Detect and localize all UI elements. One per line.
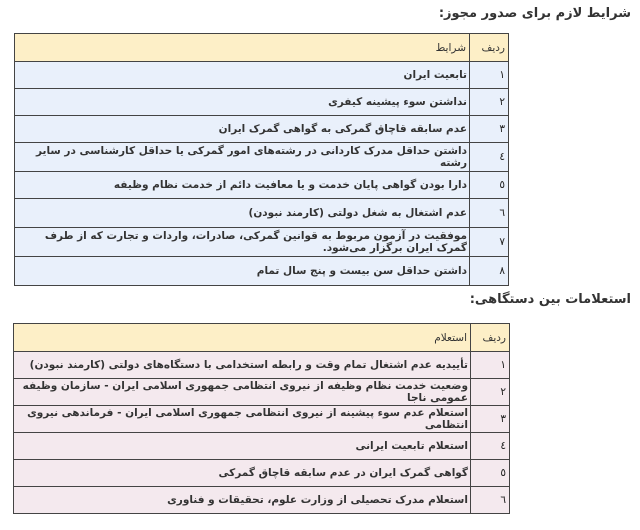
column-header-requirement: شرایط [15, 34, 470, 62]
inquiries-table [13, 323, 510, 514]
requirement-text: تابعیت ایران [15, 62, 470, 89]
inquiry-text: استعلام تابعیت ایرانی [14, 433, 471, 460]
requirements-section-title: شرایط لازم برای صدور مجوز: [438, 6, 631, 21]
row-number: ٥ [471, 460, 510, 487]
row-number: ۱ [471, 352, 510, 379]
table-row [15, 143, 509, 172]
requirement-text: نداشتن سوء پیشینه کیفری [15, 89, 470, 116]
inquiry-text: گواهی گمرک ایران در عدم سابقه قاچاق گمرکی [14, 460, 471, 487]
table-row [14, 460, 510, 487]
table-row [15, 199, 509, 228]
row-number: ٤ [470, 143, 509, 172]
column-header-number: ردیف [470, 34, 509, 62]
inquiry-text: استعلام مدرک تحصیلی از وزارت علوم، تحقیقات و فناوری [14, 487, 471, 514]
row-number: ۱ [470, 62, 509, 89]
table-header-row [14, 324, 510, 352]
table-row [14, 406, 510, 433]
row-number: ٤ [471, 433, 510, 460]
table-row [14, 379, 510, 406]
requirement-text: داشتن حداقل سن بیست و پنج سال تمام [15, 257, 470, 286]
row-number: ۲ [471, 379, 510, 406]
row-number: ۳ [471, 406, 510, 433]
table-row [15, 172, 509, 199]
inquiry-text: وضعیت خدمت نظام وظیفه از نیروی انتظامی جمهوری اسلامی ایران - سازمان وظیفه عمومی ناجا [14, 379, 471, 406]
column-header-inquiry: استعلام [14, 324, 471, 352]
inquiry-text: استعلام عدم سوء پیشینه از نیروی انتظامی جمهوری اسلامی ایران - فرماندهی نیروی انتظامی [14, 406, 471, 433]
table-row [14, 433, 510, 460]
table-row [15, 257, 509, 286]
requirements-table [14, 33, 509, 286]
table-row [15, 116, 509, 143]
requirement-text: دارا بودن گواهی پایان خدمت و یا معافیت دائم از خدمت نظام وظیفه [15, 172, 470, 199]
table-row [14, 487, 510, 514]
table-row [15, 89, 509, 116]
requirement-text: داشتن حداقل مدرک کاردانی در رشته‌های امور گمرکی یا حداقل کارشناسی در سایر رشته [15, 143, 470, 172]
row-number: ۷ [470, 228, 509, 257]
requirement-text: عدم اشتغال به شغل دولتی (کارمند نبودن) [15, 199, 470, 228]
row-number: ٦ [470, 199, 509, 228]
column-header-number: ردیف [471, 324, 510, 352]
table-header-row [15, 34, 509, 62]
requirement-text: موفقیت در آزمون مربوط به قوانین گمرکی، صادرات، واردات و تجارت که از طرف گمرک ایران برگزار می‌شود. [15, 228, 470, 257]
inquiry-text: تأییدیه عدم اشتغال تمام وقت و رابطه استخدامی با دستگاه‌های دولتی (کارمند نبودن) [14, 352, 471, 379]
requirement-text: عدم سابقه قاچاق گمرکی به گواهی گمرک ایران [15, 116, 470, 143]
table-row [15, 62, 509, 89]
table-row [14, 352, 510, 379]
row-number: ۳ [470, 116, 509, 143]
row-number: ۲ [470, 89, 509, 116]
row-number: ۸ [470, 257, 509, 286]
row-number: ٥ [470, 172, 509, 199]
row-number: ٦ [471, 487, 510, 514]
table-row [15, 228, 509, 257]
inquiries-section-title: استعلامات بین دستگاهی: [469, 292, 631, 307]
